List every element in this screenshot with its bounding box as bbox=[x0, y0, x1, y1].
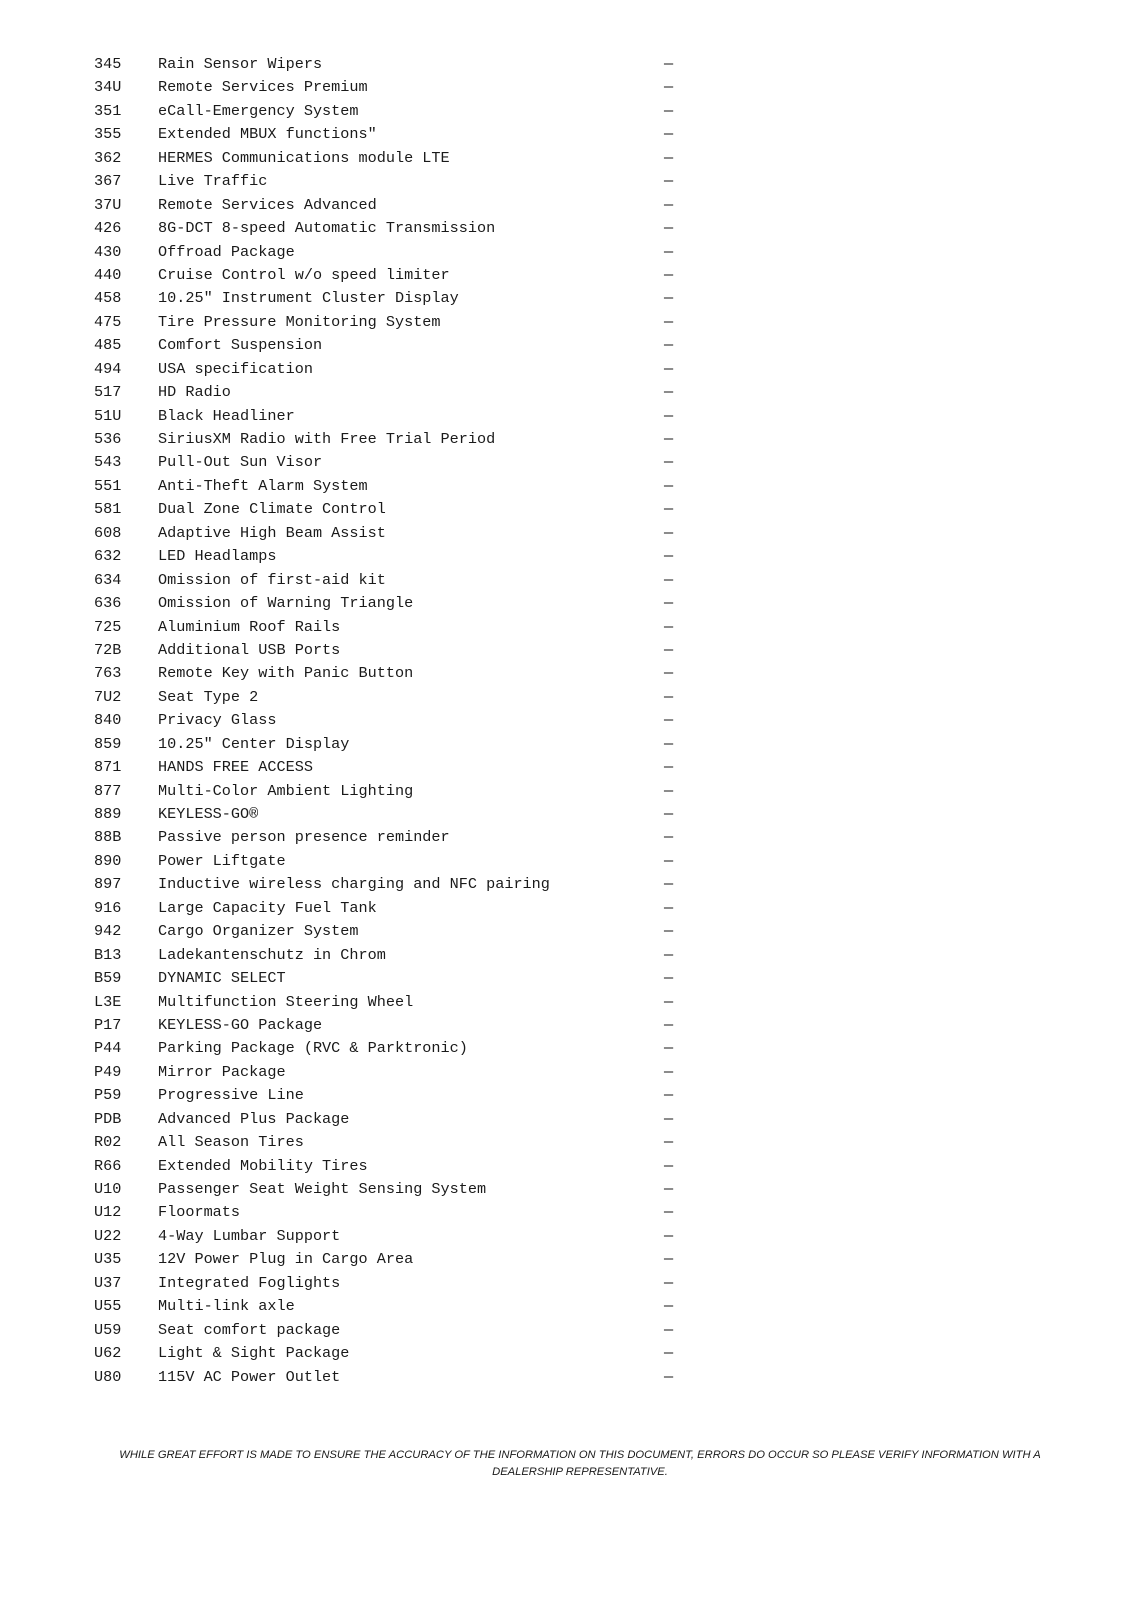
option-description: Multifunction Steering Wheel bbox=[158, 992, 414, 1011]
option-row bbox=[94, 194, 714, 217]
disclaimer-line-2: DEALERSHIP REPRESENTATIVE. bbox=[492, 1466, 668, 1478]
option-price: — bbox=[664, 640, 674, 659]
option-price: — bbox=[664, 664, 674, 683]
option-description: 10.25" Instrument Cluster Display bbox=[158, 289, 459, 308]
option-description: Offroad Package bbox=[158, 242, 295, 261]
option-price: — bbox=[664, 1320, 674, 1339]
option-description: Multi-Color Ambient Lighting bbox=[158, 781, 414, 800]
option-row bbox=[94, 944, 714, 967]
option-code: U12 bbox=[94, 1203, 122, 1222]
option-description: Black Headliner bbox=[158, 406, 295, 425]
disclaimer-line-1: WHILE GREAT EFFORT IS MADE TO ENSURE THE ACCURACY OF THE INFORMATION ON THIS DOCUMENT, ERRORS DO OCCUR SO PLEASE VERIFY INFORMATION WITH A bbox=[119, 1449, 1041, 1461]
option-code: 517 bbox=[94, 383, 122, 402]
option-description: Tire Pressure Monitoring System bbox=[158, 312, 441, 331]
option-row bbox=[94, 358, 714, 381]
option-description: Integrated Foglights bbox=[158, 1273, 341, 1292]
option-code: 725 bbox=[94, 617, 122, 636]
option-row bbox=[94, 498, 714, 521]
option-price: — bbox=[664, 78, 674, 97]
option-code: U37 bbox=[94, 1273, 122, 1292]
option-description: SiriusXM Radio with Free Trial Period bbox=[158, 430, 496, 448]
option-code: 608 bbox=[94, 523, 122, 542]
option-code: 345 bbox=[94, 55, 122, 73]
option-price: — bbox=[664, 570, 674, 589]
option-row bbox=[94, 1108, 714, 1131]
option-code: U22 bbox=[94, 1226, 122, 1245]
option-code: 485 bbox=[94, 336, 122, 355]
option-description: Dual Zone Climate Control bbox=[158, 500, 386, 519]
option-row bbox=[94, 545, 714, 568]
option-code: 581 bbox=[94, 500, 122, 519]
option-description: Advanced Plus Package bbox=[158, 1109, 350, 1128]
option-description: Passenger Seat Weight Sensing System bbox=[158, 1180, 487, 1198]
option-description: Large Capacity Fuel Tank bbox=[158, 898, 377, 917]
option-row bbox=[94, 967, 714, 990]
option-price: — bbox=[664, 1344, 674, 1363]
option-row bbox=[94, 1131, 714, 1154]
option-description: Omission of Warning Triangle bbox=[158, 594, 414, 613]
option-row bbox=[94, 123, 714, 146]
option-description: Rain Sensor Wipers bbox=[158, 55, 323, 73]
option-row bbox=[94, 1037, 714, 1060]
option-code: U59 bbox=[94, 1320, 122, 1339]
option-code: 859 bbox=[94, 734, 122, 753]
option-price: — bbox=[664, 1297, 674, 1316]
option-code: 458 bbox=[94, 289, 122, 308]
option-description: Ladekantenschutz in Chrom bbox=[158, 945, 386, 964]
option-row bbox=[94, 334, 714, 357]
option-row bbox=[94, 991, 714, 1014]
option-row bbox=[94, 850, 714, 873]
option-code: 632 bbox=[94, 547, 122, 566]
option-code: B13 bbox=[94, 945, 122, 964]
option-description: Anti-Theft Alarm System bbox=[158, 476, 368, 495]
option-code: 890 bbox=[94, 851, 122, 870]
option-price: — bbox=[664, 1367, 674, 1386]
option-code: R66 bbox=[94, 1156, 122, 1175]
option-price: — bbox=[664, 922, 674, 941]
option-code: 763 bbox=[94, 664, 122, 683]
option-code: 7U2 bbox=[94, 687, 122, 706]
option-description: HD Radio bbox=[158, 383, 231, 402]
option-description: Privacy Glass bbox=[158, 711, 277, 730]
option-code: 494 bbox=[94, 359, 122, 378]
option-price: — bbox=[664, 1086, 674, 1105]
option-price: — bbox=[664, 734, 674, 753]
option-code: 942 bbox=[94, 922, 122, 941]
option-price: — bbox=[664, 453, 674, 472]
option-price: — bbox=[664, 1015, 674, 1034]
option-code: 351 bbox=[94, 101, 122, 120]
option-code: 871 bbox=[94, 758, 122, 777]
option-code: U80 bbox=[94, 1367, 122, 1386]
option-price: — bbox=[664, 687, 674, 706]
option-code: 88B bbox=[94, 828, 122, 847]
option-price: — bbox=[664, 359, 674, 378]
option-description: Omission of first-aid kit bbox=[158, 570, 386, 589]
option-description: Remote Services Premium bbox=[158, 78, 368, 97]
option-description: DYNAMIC SELECT bbox=[158, 969, 286, 988]
option-description: Parking Package (RVC & Parktronic) bbox=[158, 1039, 468, 1058]
option-row bbox=[94, 686, 714, 709]
option-description: Seat Type 2 bbox=[158, 687, 259, 706]
option-description: 8G-DCT 8-speed Automatic Transmission bbox=[158, 219, 496, 238]
option-description: Light & Sight Package bbox=[158, 1344, 350, 1363]
option-price: — bbox=[664, 430, 674, 448]
option-description: 12V Power Plug in Cargo Area bbox=[158, 1250, 414, 1269]
option-price: — bbox=[664, 781, 674, 800]
option-row bbox=[94, 53, 714, 76]
option-price: — bbox=[664, 289, 674, 308]
option-code: 916 bbox=[94, 898, 122, 917]
option-description: Remote Services Advanced bbox=[158, 195, 377, 214]
option-code: U62 bbox=[94, 1344, 122, 1363]
option-description: KEYLESS-GO Package bbox=[158, 1015, 323, 1034]
option-row bbox=[94, 217, 714, 240]
option-row bbox=[94, 241, 714, 264]
option-description: eCall-Emergency System bbox=[158, 101, 359, 120]
option-row bbox=[94, 639, 714, 662]
option-description: Pull-Out Sun Visor bbox=[158, 453, 323, 472]
option-price: — bbox=[664, 547, 674, 566]
option-description: Cruise Control w/o speed limiter bbox=[158, 265, 450, 284]
option-code: 51U bbox=[94, 406, 122, 425]
option-row bbox=[94, 920, 714, 943]
option-row bbox=[94, 311, 714, 334]
option-row bbox=[94, 451, 714, 474]
option-description: Live Traffic bbox=[158, 172, 268, 191]
option-row bbox=[94, 1319, 714, 1342]
option-code: P59 bbox=[94, 1086, 122, 1105]
option-price: — bbox=[664, 219, 674, 238]
option-row bbox=[94, 1084, 714, 1107]
option-row bbox=[94, 147, 714, 170]
option-row bbox=[94, 803, 714, 826]
option-code: B59 bbox=[94, 969, 122, 988]
option-price: — bbox=[664, 148, 674, 167]
option-code: 634 bbox=[94, 570, 122, 589]
option-description: LED Headlamps bbox=[158, 547, 277, 566]
option-code: R02 bbox=[94, 1133, 122, 1152]
option-code: P44 bbox=[94, 1039, 122, 1058]
option-row bbox=[94, 428, 714, 451]
option-row bbox=[94, 780, 714, 803]
option-row bbox=[94, 662, 714, 685]
option-row bbox=[94, 1201, 714, 1224]
option-price: — bbox=[664, 523, 674, 542]
option-row bbox=[94, 1061, 714, 1084]
option-description: Floormats bbox=[158, 1203, 241, 1222]
option-description: Progressive Line bbox=[158, 1086, 304, 1105]
option-description: Inductive wireless charging and NFC pairing bbox=[158, 875, 550, 894]
option-price: — bbox=[664, 805, 674, 823]
option-row bbox=[94, 475, 714, 498]
option-row bbox=[94, 76, 714, 99]
option-code: 475 bbox=[94, 312, 122, 331]
option-price: — bbox=[664, 617, 674, 636]
option-row bbox=[94, 1178, 714, 1201]
option-code: PDB bbox=[94, 1109, 122, 1128]
option-description: USA specification bbox=[158, 359, 313, 378]
option-row bbox=[94, 1225, 714, 1248]
option-code: 34U bbox=[94, 78, 122, 97]
option-row bbox=[94, 287, 714, 310]
option-price: — bbox=[664, 242, 674, 261]
option-price: — bbox=[664, 898, 674, 917]
option-code: L3E bbox=[94, 992, 122, 1011]
option-code: 72B bbox=[94, 640, 122, 659]
option-price: — bbox=[664, 1133, 674, 1152]
option-price: — bbox=[664, 406, 674, 425]
option-price: — bbox=[664, 383, 674, 402]
option-code-list bbox=[94, 53, 714, 1389]
option-price: — bbox=[664, 500, 674, 519]
option-row bbox=[94, 733, 714, 756]
option-price: — bbox=[664, 758, 674, 777]
option-row bbox=[94, 1366, 714, 1389]
option-code: 840 bbox=[94, 711, 122, 730]
option-description: Extended Mobility Tires bbox=[158, 1156, 368, 1175]
option-row bbox=[94, 1155, 714, 1178]
option-code: 355 bbox=[94, 125, 122, 144]
option-price: — bbox=[664, 851, 674, 870]
option-description: Mirror Package bbox=[158, 1062, 286, 1081]
option-price: — bbox=[664, 711, 674, 730]
option-price: — bbox=[664, 1109, 674, 1128]
option-description: HANDS FREE ACCESS bbox=[158, 758, 313, 777]
option-price: — bbox=[664, 1273, 674, 1292]
option-description: Passive person presence reminder bbox=[158, 828, 450, 847]
option-price: — bbox=[664, 172, 674, 191]
option-row bbox=[94, 569, 714, 592]
option-price: — bbox=[664, 992, 674, 1011]
option-description: KEYLESS-GO® bbox=[158, 805, 259, 823]
option-price: — bbox=[664, 1039, 674, 1058]
option-price: — bbox=[664, 1226, 674, 1245]
option-price: — bbox=[664, 1250, 674, 1269]
option-description: 10.25" Center Display bbox=[158, 734, 350, 753]
option-code: 551 bbox=[94, 476, 122, 495]
option-code: 367 bbox=[94, 172, 122, 191]
option-price: — bbox=[664, 195, 674, 214]
option-price: — bbox=[664, 125, 674, 144]
option-code: P17 bbox=[94, 1015, 122, 1034]
option-price: — bbox=[664, 55, 674, 73]
option-description: Power Liftgate bbox=[158, 851, 286, 870]
option-price: — bbox=[664, 945, 674, 964]
option-description: Multi-link axle bbox=[158, 1297, 295, 1316]
option-price: — bbox=[664, 1203, 674, 1222]
option-description: Remote Key with Panic Button bbox=[158, 664, 414, 683]
option-code: 37U bbox=[94, 195, 122, 214]
disclaimer bbox=[100, 1447, 1060, 1481]
option-row bbox=[94, 1342, 714, 1365]
option-price: — bbox=[664, 1156, 674, 1175]
option-code: 636 bbox=[94, 594, 122, 613]
option-row bbox=[94, 873, 714, 896]
option-code: 440 bbox=[94, 265, 122, 284]
option-row bbox=[94, 592, 714, 615]
option-description: Aluminium Roof Rails bbox=[158, 617, 341, 636]
option-row bbox=[94, 170, 714, 193]
option-code: 543 bbox=[94, 453, 122, 472]
option-description: Comfort Suspension bbox=[158, 336, 323, 355]
option-code: U10 bbox=[94, 1180, 122, 1198]
option-description: HERMES Communications module LTE bbox=[158, 148, 450, 167]
option-price: — bbox=[664, 265, 674, 284]
option-row bbox=[94, 405, 714, 428]
option-price: — bbox=[664, 1062, 674, 1081]
option-code: 430 bbox=[94, 242, 122, 261]
option-row bbox=[94, 1248, 714, 1271]
option-price: — bbox=[664, 594, 674, 613]
option-code: 877 bbox=[94, 781, 122, 800]
option-price: — bbox=[664, 1180, 674, 1198]
option-price: — bbox=[664, 875, 674, 894]
option-description: Seat comfort package bbox=[158, 1320, 341, 1339]
option-row bbox=[94, 264, 714, 287]
option-description: Extended MBUX functions" bbox=[158, 125, 377, 144]
option-row bbox=[94, 756, 714, 779]
option-description: All Season Tires bbox=[158, 1133, 304, 1152]
option-code: 536 bbox=[94, 430, 122, 448]
option-price: — bbox=[664, 476, 674, 495]
option-row bbox=[94, 826, 714, 849]
option-code: U55 bbox=[94, 1297, 122, 1316]
option-row bbox=[94, 616, 714, 639]
option-code: P49 bbox=[94, 1062, 122, 1081]
option-row bbox=[94, 897, 714, 920]
option-row bbox=[94, 100, 714, 123]
option-price: — bbox=[664, 312, 674, 331]
option-row bbox=[94, 1014, 714, 1037]
option-code: 362 bbox=[94, 148, 122, 167]
option-row bbox=[94, 381, 714, 404]
option-description: 4-Way Lumbar Support bbox=[158, 1226, 341, 1245]
option-price: — bbox=[664, 969, 674, 988]
option-price: — bbox=[664, 336, 674, 355]
option-row bbox=[94, 709, 714, 732]
option-description: Cargo Organizer System bbox=[158, 922, 359, 941]
option-code: U35 bbox=[94, 1250, 122, 1269]
option-row bbox=[94, 1272, 714, 1295]
option-description: 115V AC Power Outlet bbox=[158, 1367, 341, 1386]
option-code: 897 bbox=[94, 875, 122, 894]
option-code: 889 bbox=[94, 805, 122, 823]
option-price: — bbox=[664, 101, 674, 120]
option-row bbox=[94, 1295, 714, 1318]
option-description: Adaptive High Beam Assist bbox=[158, 523, 386, 542]
option-row bbox=[94, 522, 714, 545]
option-description: Additional USB Ports bbox=[158, 640, 341, 659]
option-price: — bbox=[664, 828, 674, 847]
option-code: 426 bbox=[94, 219, 122, 238]
